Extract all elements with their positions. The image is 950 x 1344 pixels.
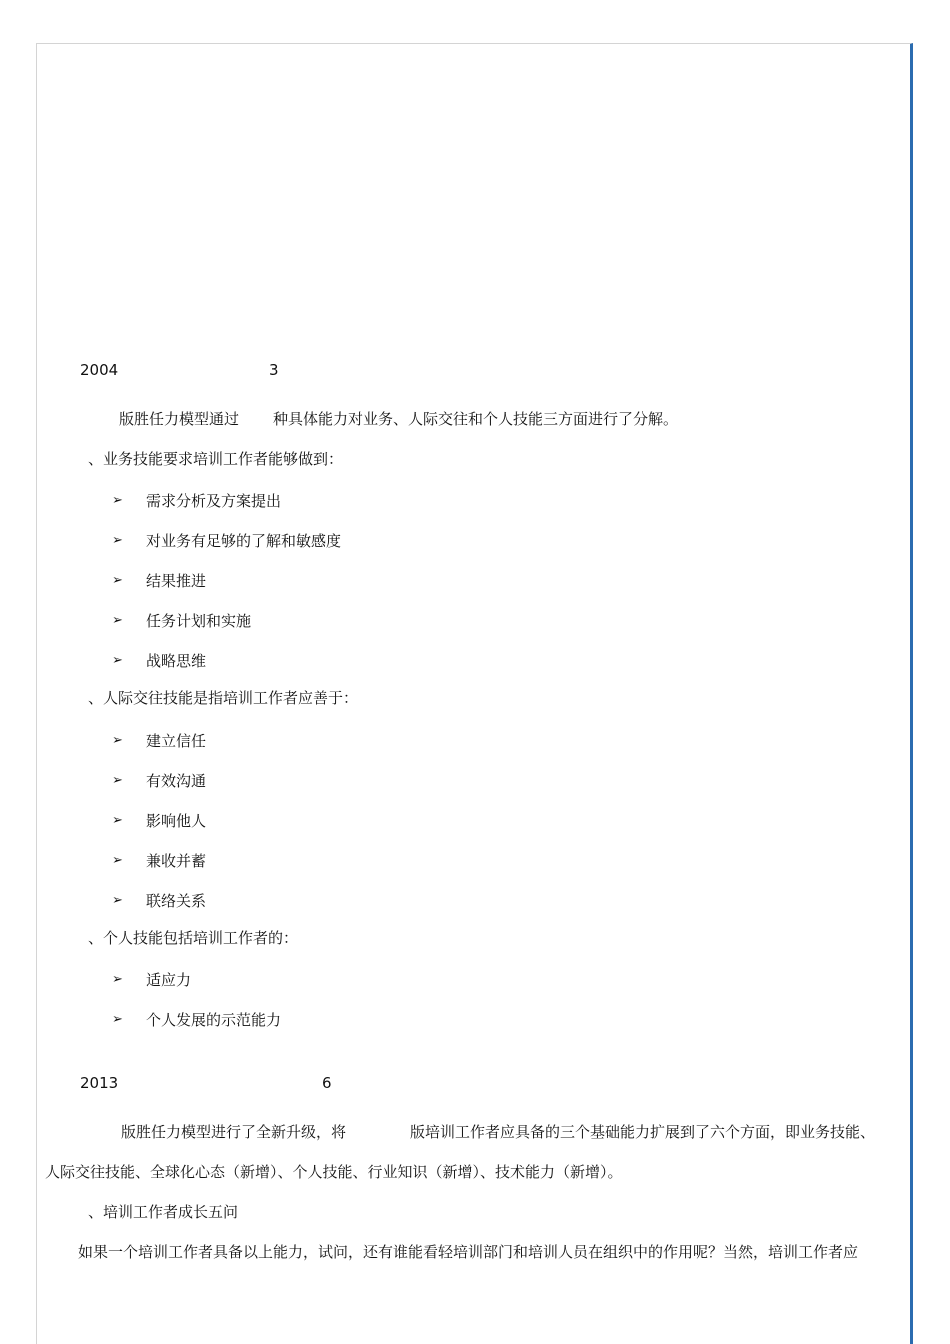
bullet-arrow-icon: ➢ <box>112 813 123 828</box>
bullet-arrow-icon: ➢ <box>112 573 123 588</box>
list-item: 兼收并蓄 <box>146 852 207 870</box>
growth-questions-heading: 、培训工作者成长五问 <box>88 1203 239 1221</box>
bullet-arrow-icon: ➢ <box>112 1012 123 1027</box>
bullet-arrow-icon: ➢ <box>112 773 123 788</box>
list-item: 有效沟通 <box>146 772 207 790</box>
intro-2004-part-b: 种具体能力对业务、人际交往和个人技能三方面进行了分解。 <box>273 410 679 428</box>
list-item: 个人发展的示范能力 <box>146 1011 282 1029</box>
personal-skills-heading: 、个人技能包括培训工作者的： <box>88 929 299 947</box>
bullet-arrow-icon: ➢ <box>112 493 123 508</box>
year-2004: 2004 <box>80 361 119 379</box>
upgrade-2013-line-2: 人际交往技能、全球化心态（新增）、个人技能、行业知识（新增）、技术能力（新增）。 <box>45 1163 623 1181</box>
list-item: 联络关系 <box>146 892 207 910</box>
interpersonal-skills-heading: 、人际交往技能是指培训工作者应善于： <box>88 689 359 707</box>
ability-count-6: 6 <box>322 1074 332 1092</box>
intro-2004-part-a: 版胜任力模型通过 <box>119 410 240 428</box>
business-skills-heading: 、业务技能要求培训工作者能够做到： <box>88 450 344 468</box>
list-item: 影响他人 <box>146 812 207 830</box>
year-2013: 2013 <box>80 1074 119 1092</box>
bullet-arrow-icon: ➢ <box>112 853 123 868</box>
list-item: 对业务有足够的了解和敏感度 <box>146 532 342 550</box>
bullet-arrow-icon: ➢ <box>112 733 123 748</box>
growth-paragraph: 如果一个培训工作者具备以上能力，试问，还有谁能看轻培训部门和培训人员在组织中的作用呢？当然，培训工作者应 <box>78 1243 859 1261</box>
bullet-arrow-icon: ➢ <box>112 533 123 548</box>
upgrade-2013-part-a: 版胜任力模型进行了全新升级，将 <box>121 1123 347 1141</box>
bullet-arrow-icon: ➢ <box>112 613 123 628</box>
list-item: 需求分析及方案提出 <box>146 492 282 510</box>
list-item: 适应力 <box>146 971 192 989</box>
bullet-arrow-icon: ➢ <box>112 972 123 987</box>
upgrade-2013-part-b: 版培训工作者应具备的三个基础能力扩展到了六个方面，即业务技能、 <box>410 1123 876 1141</box>
list-item: 战略思维 <box>146 652 207 670</box>
ability-count-3: 3 <box>269 361 279 379</box>
bullet-arrow-icon: ➢ <box>112 653 123 668</box>
list-item: 建立信任 <box>146 732 207 750</box>
bullet-arrow-icon: ➢ <box>112 893 123 908</box>
list-item: 结果推进 <box>146 572 207 590</box>
list-item: 任务计划和实施 <box>146 612 252 630</box>
